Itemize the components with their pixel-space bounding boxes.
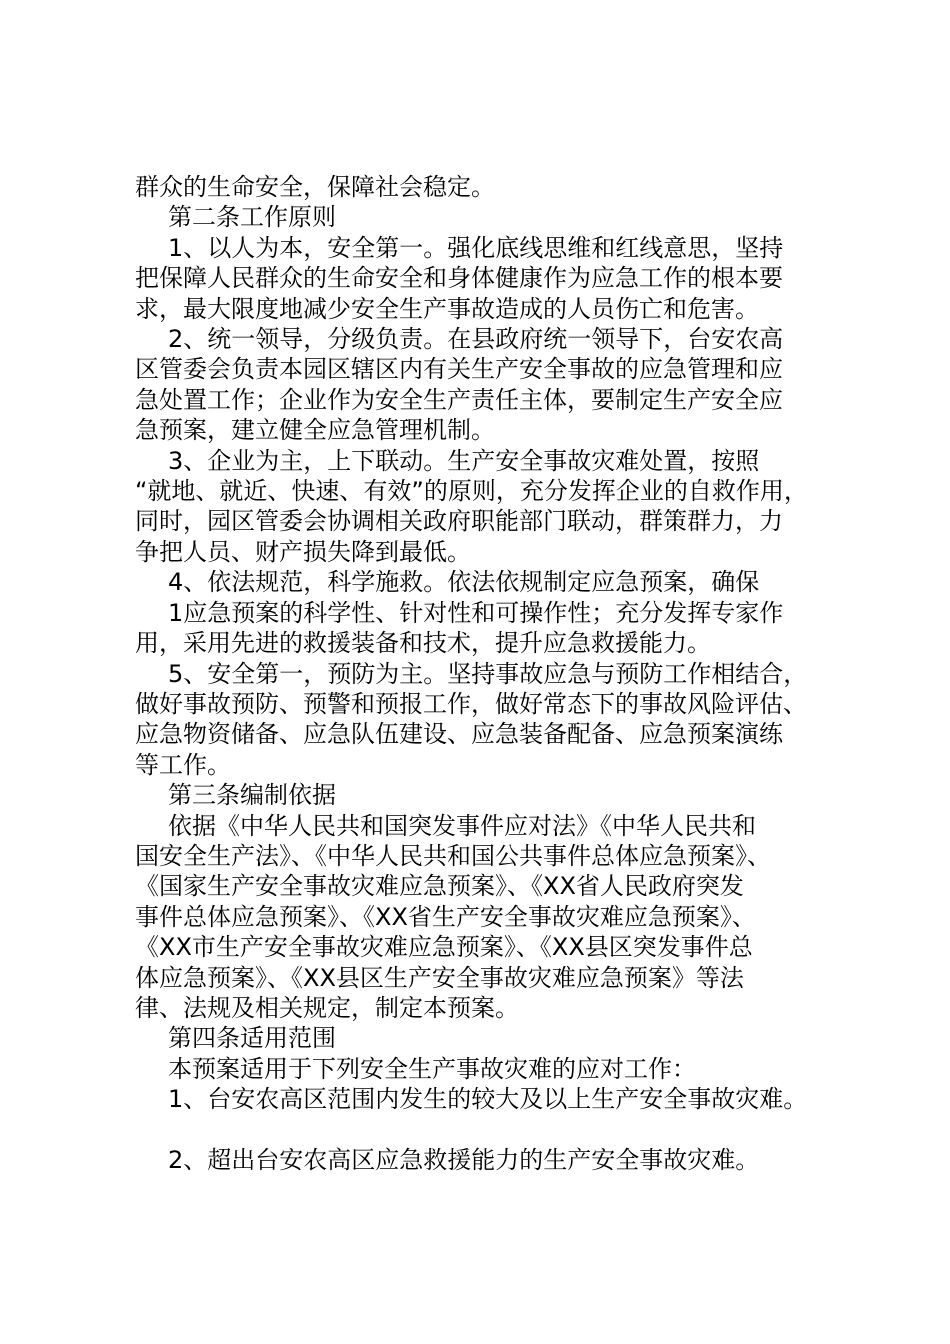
text-line: 应急物资储备、应急队伍建设、应急装备配备、应急预案演练 (135, 720, 783, 749)
text-line: 急处置工作；企业作为安全生产责任主体，要制定生产安全应 (135, 385, 783, 414)
text-line: 1、台安农高区范围内发生的较大及以上生产安全事故灾难。 (168, 1085, 808, 1114)
text-line: 《XX市生产安全事故灾难应急预案》、《XX县区突发事件总 (135, 933, 753, 962)
text-line: 1应急预案的科学性、针对性和可操作性；充分发挥专家作 (168, 598, 784, 627)
text-line: 2、超出台安农高区应急救援能力的生产安全事故灾难。 (168, 1145, 760, 1174)
text-line: 律、法规及相关规定，制定本预案。 (135, 993, 519, 1022)
text-line: 《国家生产安全事故灾难应急预案》、《XX省人民政府突发 (135, 872, 744, 901)
text-line: 区管委会负责本园区辖区内有关生产安全事故的应急管理和应 (135, 355, 783, 384)
text-line: 求，最大限度地减少安全生产事故造成的人员伤亡和危害。 (135, 294, 759, 323)
text-line: “就地、就近、快速、有效”的原则，充分发挥企业的自救作用， (135, 477, 808, 506)
text-line: 体应急预案》、《XX县区生产安全事故灾难应急预案》等法 (135, 963, 744, 992)
text-line: 2、统一领导，分级负责。在县政府统一领导下，台安农高 (168, 325, 784, 354)
text-line: 群众的生命安全，保障社会稳定。 (135, 173, 495, 201)
document-body (135, 172, 850, 1175)
text-line: 4、依法规范，科学施救。依法依规制定应急预案，确保 (168, 568, 760, 597)
blank-line (135, 1115, 850, 1145)
text-line: 依据《中华人民共和国突发事件应对法》《中华人民共和 (168, 811, 756, 840)
text-line: 等工作。 (135, 750, 231, 779)
section-heading: 第四条适用范围 (168, 1024, 336, 1053)
text-line: 本预案适用于下列安全生产事故灾难的应对工作： (168, 1054, 696, 1083)
text-line: 同时，园区管委会协调相关政府职能部门联动，群策群力，力 (135, 507, 783, 536)
text-line: 用，采用先进的救援装备和技术，提升应急救援能力。 (135, 629, 711, 658)
text-line: 国安全生产法》、《中华人民共和国公共事件总体应急预案》、 (135, 841, 771, 870)
text-line: 1、以人为本，安全第一。强化底线思维和红线意思，坚持 (168, 233, 784, 262)
text-line: 事件总体应急预案》、《XX省生产安全事故灾难应急预案》、 (135, 902, 756, 931)
text-line: 3、企业为主，上下联动。生产安全事故灾难处置，按照 (168, 446, 760, 475)
text-line: 做好事故预防、预警和预报工作，做好常态下的事故风险评估、 (135, 689, 807, 718)
text-line: 急预案，建立健全应急管理机制。 (135, 416, 495, 445)
section-heading: 第三条编制依据 (168, 781, 336, 810)
section-heading: 第二条工作原则 (168, 203, 336, 232)
text-line: 争把人员、财产损失降到最低。 (135, 537, 471, 566)
text-line: 把保障人民群众的生命安全和身体健康作为应急工作的根本要 (135, 264, 783, 293)
text-line: 5、安全第一，预防为主。坚持事故应急与预防工作相结合， (168, 659, 808, 688)
